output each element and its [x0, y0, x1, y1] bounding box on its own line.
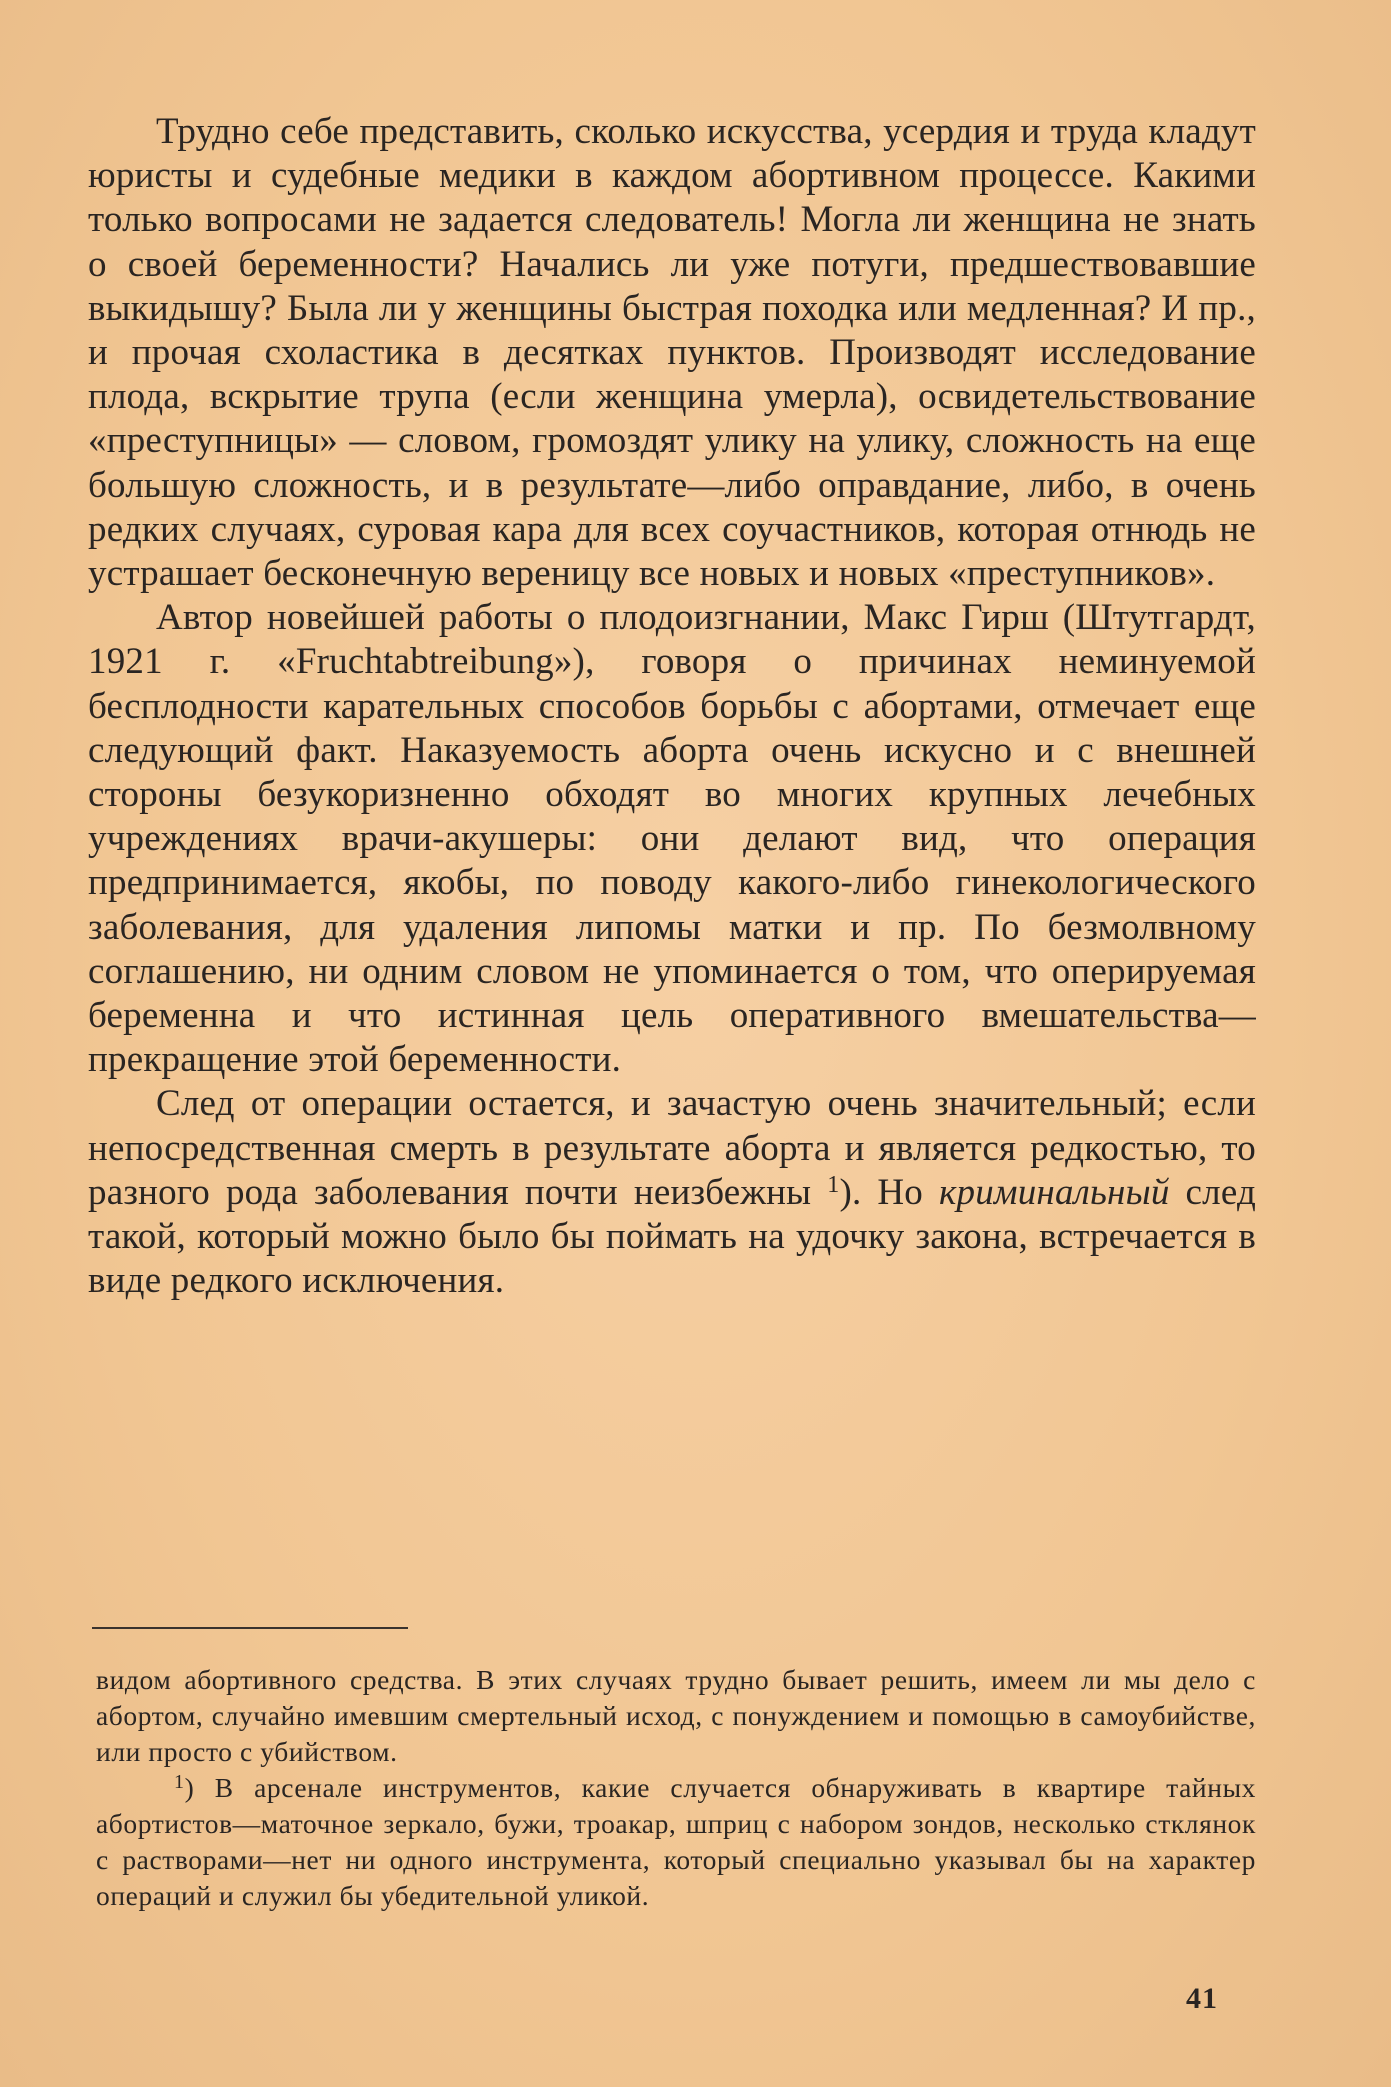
page-body: [88, 110, 1256, 1303]
footnote-continuation: видом абортивного средства. В этих случаях трудно бывает решить, имеем ли мы дело с абортом, случайно имевшим смертельный исход, с понуждением и помощью в самоубийстве, или просто с убийством.: [96, 1664, 1256, 1767]
footnote-separator: [92, 1627, 408, 1629]
paragraph-3-text-end: след такой, который можно было бы поймать на удочку закона, встречается в виде редкого исключения.: [88, 1171, 1256, 1302]
footnote-1: [96, 1770, 1256, 1914]
paragraph-1: Трудно себе представить, сколько искусства, усердия и труда кладут юристы и судебные медики в каждом абортивном процессе. Какими только вопросами не задается следователь! Могла ли женщина не знать о своей беременности? Начались ли уже потуги, предшествовавшие выкидышу? Была ли у женщины быстрая походка или медленная? И пр., и прочая схоластика в десятках пунктов. Производят исследование плода, вскрытие трупа (если женщина умерла), освидетельствование «преступницы» — словом, громоздят улику на улику, сложность на еще большую сложность, и в результате—либо оправдание, либо, в очень редких случаях, суровая кара для всех соучастников, которая отнюдь не устрашает бесконечную вереницу все новых и новых «преступников».: [88, 111, 1256, 595]
footnote-mark: 1: [174, 1771, 185, 1793]
footnote-1-text: ) В арсенале инструментов, какие случается обнаруживать в квартире тайных абортистов—маточное зеркало, бужи, троакар, шприц с набором зондов, несколько стклянок с растворами—нет ни одного инструмента, который специально указывал бы на характер операций и служил бы убедительной уликой.: [96, 1772, 1256, 1911]
footnote-reference: 1: [827, 1171, 840, 1198]
paragraph-3-text: След от операции остается, и зачастую очень значительный; если непосредственная смерть в результате аборта и является редкостью, то разного рода заболевания почти неизбежны: [88, 1083, 1256, 1213]
main-text: [88, 110, 1256, 1303]
paragraph-3: [88, 1082, 1256, 1303]
paragraph-2: Автор новейшей работы о плодоизгнании, Макс Гирш (Штутгардт, 1921 г. «Fruchtabtreibung»), говоря о причинах неминуемой бесплодности карательных способов борьбы с абортами, отмечает еще следующий факт. Наказуемость аборта очень искусно и с внешней стороны безукоризненно обходят во многих крупных лечебных учреждениях врачи-акушеры: они делают вид, что операция предпринимается, якобы, по поводу какого-либо гинекологического заболевания, для удаления липомы матки и пр. По безмолвному соглашению, ни одним словом не упоминается о том, что оперируемая беременна и что истинная цель оперативного вмешательства—прекращение этой беременности.: [88, 597, 1256, 1081]
footnotes: [96, 1662, 1256, 1914]
paragraph-3-text-cont: ). Но: [839, 1171, 939, 1213]
page-number: 41: [1186, 1982, 1218, 2015]
italic-emphasis: криминальный: [939, 1171, 1170, 1213]
